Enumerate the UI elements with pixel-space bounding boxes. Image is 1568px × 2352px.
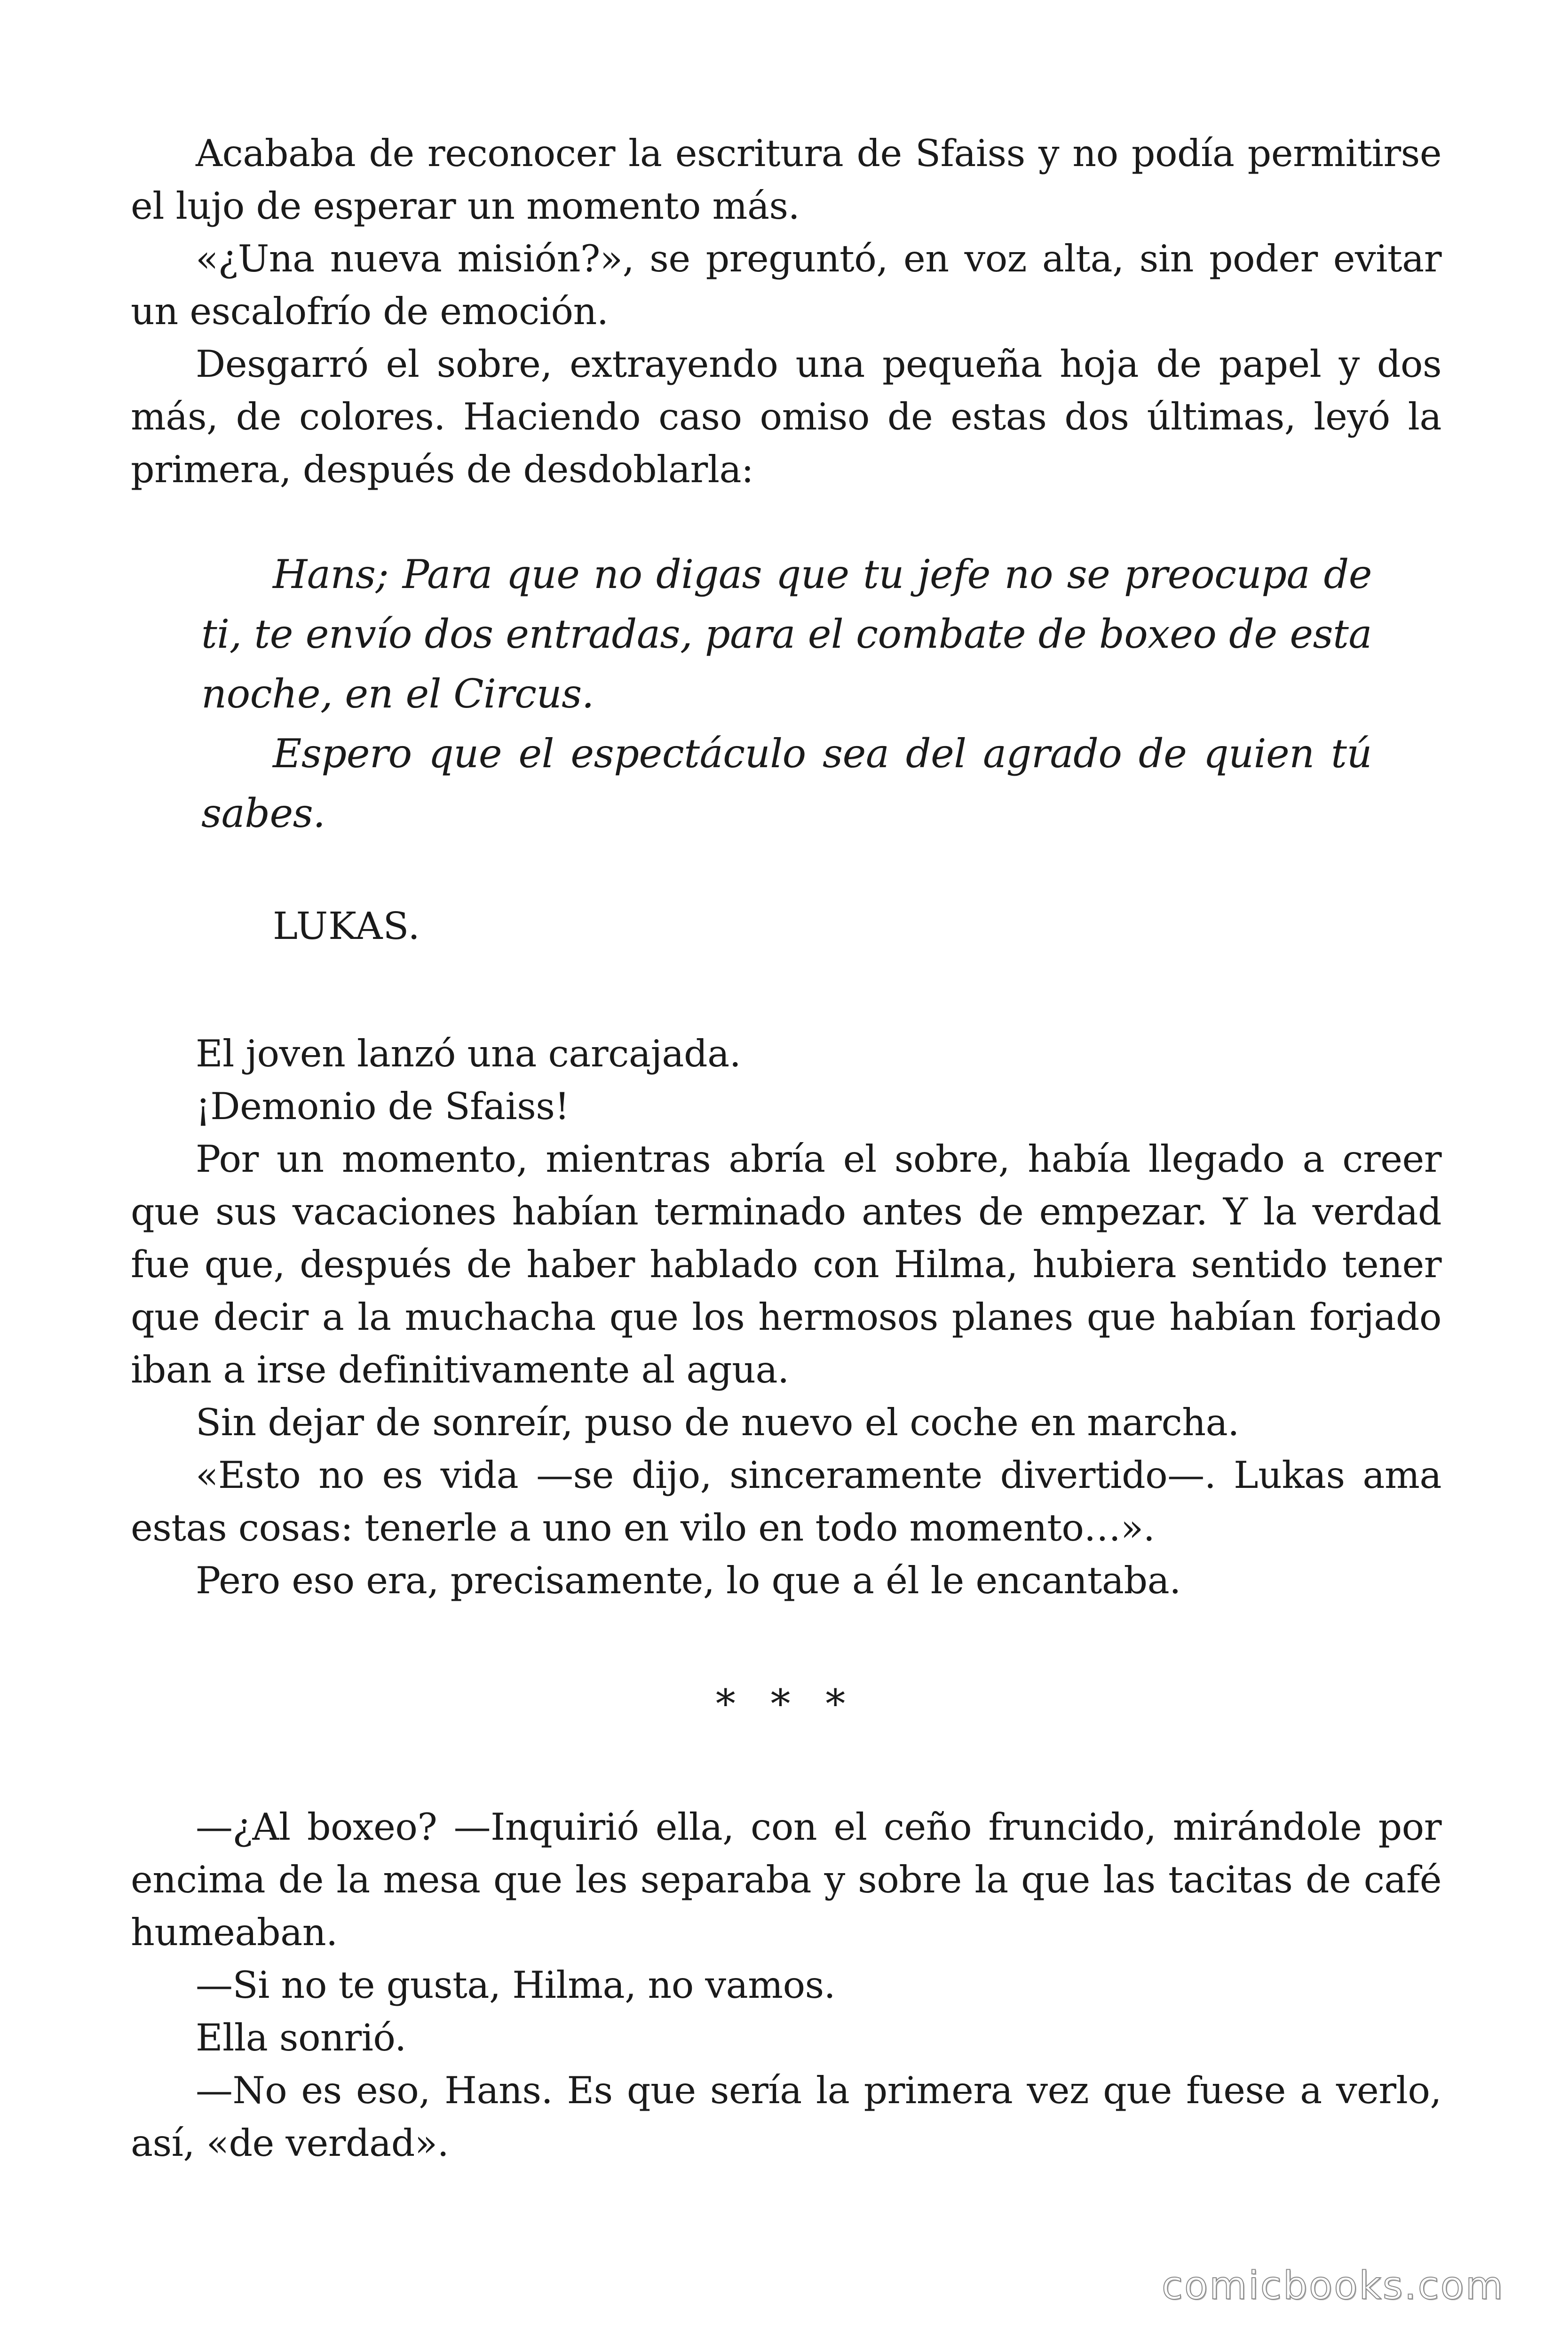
paragraph: Sin dejar de sonreír, puso de nuevo el coche en marcha. [196,1401,1239,1444]
dialogue-section [131,1801,1441,2169]
letter-paragraph: Hans; Para que no digas que tu jefe no se preocupa de ti, te envío dos entradas, para el combate de boxeo de esta noche, en el Circus. [201,551,1372,717]
scene-break: * * * [715,1681,857,1727]
paragraph: Ella sonrió. [196,2016,406,2059]
paragraph: —Si no te gusta, Hilma, no vamos. [196,1963,836,2007]
paragraph: —No es eso, Hans. Es que sería la primera vez que fuese a verlo, así, «de verdad». [131,2069,1441,2165]
paragraph: «¿Una nueva misión?», se preguntó, en voz alta, sin poder evitar un escalofrío de emoción. [131,237,1441,333]
paragraph: —¿Al boxeo? —Inquirió ella, con el ceño fruncido, mirándole por encima de la mesa que les separaba y sobre la que las tacitas de café humeaban. [131,1805,1441,1954]
paragraph: ¡Demonio de Sfaiss! [196,1085,570,1128]
quoted-letter [201,545,1372,956]
book-page [131,127,1441,2169]
paragraph: Pero eso era, precisamente, lo que a él le encantaba. [196,1559,1181,1602]
paragraph: «Esto no es vida —se dijo, sinceramente divertido—. Lukas ama estas cosas: tenerle a uno en vilo en todo momento…». [131,1454,1441,1549]
paragraph: Acababa de reconocer la escritura de Sfaiss y no podía permitirse el lujo de esperar un momento más. [131,132,1441,228]
paragraph: Desgarró el sobre, extrayendo una pequeña hoja de papel y dos más, de colores. Haciendo caso omiso de estas dos últimas, leyó la primera, después de desdoblarla: [131,342,1441,491]
letter-paragraph: Espero que el espectáculo sea del agrado de quien tú sabes. [201,731,1372,836]
paragraph: El joven lanzó una carcajada. [196,1032,741,1075]
watermark: comicbooks.com [1162,2264,1505,2308]
letter-signature: LUKAS. [273,904,420,948]
paragraph: Por un momento, mientras abría el sobre, había llegado a creer que sus vacaciones habían terminado antes de empezar. Y la verdad fue que, después de haber hablado con Hilma, hubiera sentido tener que decir a la muchacha que los hermosos planes que habían forjado iban a irse definitivamente al agua. [131,1137,1441,1391]
narrative-section [131,1027,1441,1607]
